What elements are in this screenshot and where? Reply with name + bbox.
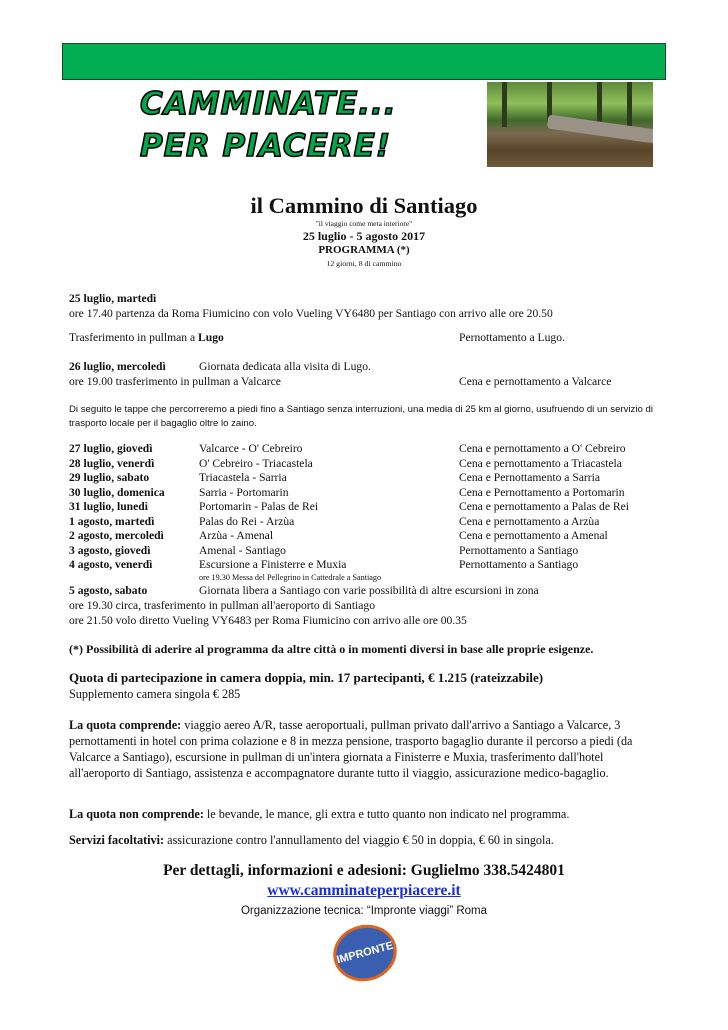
last-day-date: 5 agosto, sabato	[69, 584, 148, 597]
stage-date: 1 agosto, martedì	[69, 514, 155, 528]
comprende-paragraph	[69, 717, 664, 781]
stage-night: Pernottamento a Santiago	[459, 543, 579, 557]
stage-route: Triacastela - Sarria	[199, 471, 287, 484]
last-day-line2: ore 21.50 volo diretto Vueling VY6483 per Roma Fiumicino con arrivo alle ore 00.35	[69, 614, 467, 627]
contact-info: Per dettagli, informazioni e adesioni: Guglielmo 338.5424801	[163, 862, 565, 879]
stage-night: Cena e pernottamento a O' Cebreiro	[459, 442, 626, 455]
stage-night: Cena e Pernottamento a Sarria	[459, 471, 601, 484]
stage-date: 28 luglio, venerdì	[69, 456, 155, 470]
logo-line2: PER PIACERE!	[140, 128, 391, 164]
stage-route: Amenal - Santiago	[199, 543, 286, 557]
stage-night: Cena e pernottamento a Arzùa	[459, 514, 600, 528]
day1-transfer-text: Trasferimento in pullman a	[69, 331, 199, 344]
day2-line: ore 19.00 trasferimento in pullman a Valcarce	[69, 375, 281, 388]
stage-route: Sarria - Portomarin	[199, 485, 289, 499]
stage-date: 4 agosto, venerdì	[69, 558, 153, 571]
stages-intro: Di seguito le tappe che percorreremo a piedi fino a Santiago senza interruzioni, una media di 25 km al giorno, usufruendo di un servizio di trasporto locale per il bagaglio oltre lo zaino.	[69, 404, 653, 429]
dates: 25 luglio - 5 agosto 2017	[302, 229, 426, 243]
stage-row	[69, 500, 669, 515]
last-day-desc: Giornata libera a Santiago con varie possibilità di altre escursioni in zona	[199, 584, 539, 597]
stage-row	[69, 515, 669, 530]
non-comprende-paragraph	[69, 806, 664, 822]
stage-route: Arzùa - Amenal	[199, 529, 274, 542]
stage-date: 2 agosto, mercoledì	[69, 529, 164, 542]
stage-date: 29 luglio, sabato	[69, 471, 150, 484]
stage-row	[69, 486, 669, 501]
supplemento: Supplemento camera singola € 285	[69, 687, 241, 701]
stage-row	[69, 529, 669, 544]
comprende-text: viaggio aereo A/R, tasse aeroportuali, pullman privato dall'arrivo a Santiago a Valcarce, 3 pernottamenti in hotel con prima colazione e 8 in mezza pensione, trasporto bagaglio durante il percorso a piedi (da Valcarce a Santiago), escursione in pullman di un'intera giornata a Finisterre e Muxia, trasferimento dall'hotel all'aeroporto di Santiago, assistenza e accompagnatore durante tutto il viaggio, assicurazione medico-bagaglio.	[69, 718, 633, 780]
mass-note: ore 19.30 Messa del Pellegrino in Cattedrale a Santiago	[199, 573, 382, 582]
impronte-logo: IMPRONTE	[327, 918, 403, 989]
stage-route: O' Cebreiro - Triacastela	[199, 456, 313, 470]
comprende-label: La quota comprende:	[69, 718, 182, 732]
stage-date: 27 luglio, giovedì	[69, 442, 153, 455]
last-day-line1: ore 19.30 circa, trasferimento in pullman all'aeroporto di Santiago	[69, 599, 376, 612]
non-comprende-text: le bevande, le mance, gli extra e tutto quanto non indicato nel programma.	[203, 807, 570, 821]
stage-night: Cena e pernottamento a Palas de Rei	[459, 500, 629, 513]
day2-night: Cena e pernottamento a Valcarce	[459, 375, 612, 388]
organizzazione: Organizzazione tecnica: “Impronte viaggi” Roma	[240, 905, 488, 917]
stage-night: Pernottamento a Santiago	[459, 558, 579, 571]
day2-date: 26 luglio, mercoledì	[69, 360, 166, 373]
website-link[interactable]: www.camminateperpiacere.it	[267, 882, 461, 899]
logo-line1: CAMMINATE...	[140, 86, 397, 122]
header-green-bar	[62, 43, 666, 80]
stage-route: Valcarce - O' Cebreiro	[199, 442, 303, 455]
programma-heading: PROGRAMMA (*)	[318, 244, 410, 256]
non-comprende-label: La quota non comprende:	[69, 807, 204, 821]
stage-date: 31 luglio, lunedì	[69, 500, 148, 513]
day1-flight: ore 17.40 partenza da Roma Fiumicino con volo Vueling VY6480 per Santiago con arrivo alle ore 20.50	[69, 307, 553, 320]
facoltativi-text: assicurazione contro l'annullamento del viaggio € 50 in doppia, € 60 in singola.	[164, 833, 554, 847]
day1-transfer-bold: Lugo	[198, 331, 224, 344]
page-title: il Cammino di Santiago	[250, 193, 478, 218]
stage-route: Palas do Rei - Arzùa	[199, 514, 295, 528]
note: (*) Possibilità di aderire al programma da altre città o in momenti diversi in base alle proprie esigenze.	[69, 642, 594, 656]
quota: Quota di partecipazione in camera doppia, min. 17 partecipanti, € 1.215 (rateizzabile)	[69, 670, 544, 685]
stage-date: 30 luglio, domenica	[69, 485, 165, 499]
stage-night: Cena e pernottamento a Triacastela	[459, 456, 622, 470]
stage-route: Escursione a Finisterre e Muxia	[199, 558, 347, 571]
stage-row	[69, 544, 669, 559]
facoltativi-label: Servizi facoltativi:	[69, 833, 165, 847]
stage-date: 3 agosto, giovedì	[69, 543, 151, 557]
day1-night: Pernottamento a Lugo.	[459, 331, 565, 344]
duration: 12 giorni, 8 di cammino	[326, 259, 402, 268]
stage-row	[69, 457, 669, 472]
day1-transfer	[69, 331, 224, 344]
stage-route: Portomarin - Palas de Rei	[199, 500, 319, 513]
stage-row	[69, 442, 669, 457]
subtitle: "il viaggio come meta interiore"	[315, 219, 413, 228]
day1-date: 25 luglio, martedì	[69, 292, 157, 305]
stage-night: Cena e Pernottamento a Portomarin	[459, 485, 625, 499]
forest-stream-photo	[487, 82, 653, 167]
stage-row	[69, 558, 669, 573]
stage-row	[69, 471, 669, 486]
day2-desc: Giornata dedicata alla visita di Lugo.	[199, 360, 371, 373]
stage-night: Cena e pernottamento a Amenal	[459, 529, 608, 542]
facoltativi-paragraph	[69, 832, 664, 848]
